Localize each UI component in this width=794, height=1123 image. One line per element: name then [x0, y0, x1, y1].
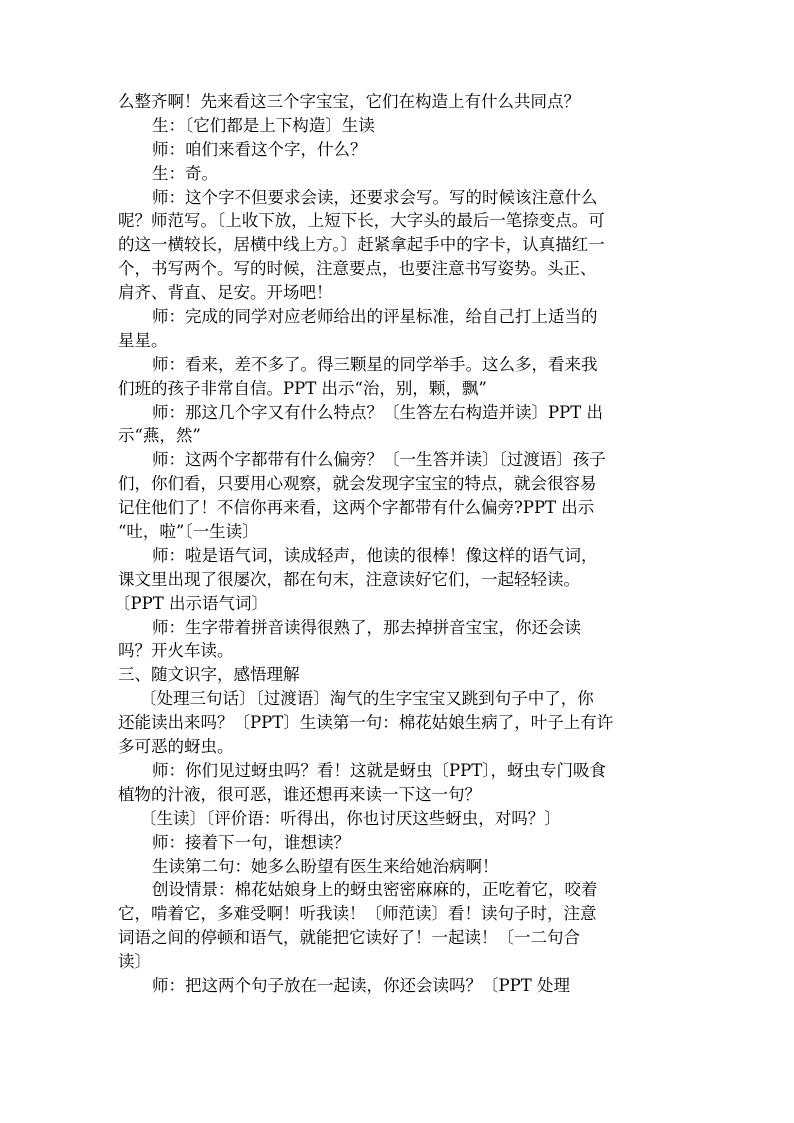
text-line: 个，书写两个。写的时候，注意要点，也要注意书写姿势。头正、 [118, 259, 597, 279]
text-line: 么整齐啊！先来看这三个字宝宝，它们在构造上有什么共同点？ [118, 92, 580, 111]
text-line: 吗？开火车读。 [118, 641, 234, 661]
text-line: 呢？师范写。〔上收下放，上短下长，大字头的最后一笔捺变点。可 [118, 211, 605, 231]
document-body [114, 90, 680, 998]
text-line: 师：生字带着拼音读得很熟了，那去掉拼音宝宝，你还会读 [152, 617, 581, 637]
text-line: 它，啃着它，多难受啊！听我读！〔师范读〕看！读句子时，注意 [118, 904, 597, 924]
text-line: 生：〔它们都是上下构造〕生读 [152, 115, 375, 135]
text-line: 创设情景：棉花姑娘身上的蚜虫密密麻麻的，正吃着它，咬着 [152, 880, 598, 900]
text-line: 植物的汁液，很可恶，谁还想再来读一下这一句？ [118, 784, 481, 804]
text-line: 师：这两个字都带有什么偏旁？〔一生答并读〕〔过渡语〕孩子 [152, 450, 606, 470]
text-line: 词语之间的停顿和语气，就能把它读好了！一起读！〔一二句合 [118, 928, 580, 948]
text-line: 师：这个字不但要求会读，还要求会写。写的时候该注意什么 [152, 187, 598, 207]
text-line: “吐，啦”〔一生读〕 [118, 522, 259, 542]
text-line: 读〕 [118, 952, 151, 972]
text-line: 师：完成的同学对应老师给出的评星标准，给自己打上适当的 [152, 307, 598, 327]
text-line: 生读第二句：她多么盼望有医生来给她治病啊！ [152, 856, 499, 876]
text-line: 师：把这两个句子放在一起读，你还会读吗？〔PPT 处理 [152, 975, 570, 995]
text-line: 师：咱们来看这个字，什么？ [152, 139, 367, 159]
text-line: 肩齐、背直、足安。开场吧！ [118, 283, 333, 303]
text-line: 生：奇。 [152, 163, 218, 183]
text-line: 星星。 [118, 330, 168, 350]
text-line: 师：啦是语气词，读成轻声，他读的很棒！像这样的语气词， [152, 545, 598, 565]
text-line: 们，你们看，只要用心观察，就会发现字宝宝的特点，就会很容易 [118, 474, 597, 494]
text-line: 示“燕，然” [118, 426, 201, 446]
text-line: 课文里出现了很屡次，都在句末，注意读好它们，一起轻轻读。 [118, 569, 580, 589]
text-line: 的这一横较长，居横中线上方。〕赶紧拿起手中的字卡，认真描红一 [118, 235, 605, 255]
text-line: 多可恶的蚜虫。 [118, 737, 234, 757]
text-line: 师：你们见过蚜虫吗？看！这就是蚜虫〔PPT〕，蚜虫专门吸食 [152, 760, 606, 780]
text-line: 师：接着下一句，谁想读？ [152, 832, 350, 852]
section-heading: 三、随文识字，感悟理解 [118, 665, 300, 685]
text-line: 师：看来，差不多了。得三颗星的同学举手。这么多，看来我 [152, 354, 598, 374]
text-line: 〔PPT 出示语气词〕 [114, 593, 268, 613]
text-line: 师：那这几个字又有什么特点？〔生答左右构造并读〕PPT 出 [152, 402, 603, 422]
text-line: 〔处理三句话〕〔过渡语〕淘气的生字宝宝又跳到句子中了，你 [140, 689, 594, 709]
text-line: 记住他们了！不信你再来看，这两个字都带有什么偏旁?PPT 出示 [118, 498, 595, 518]
text-line: 们班的孩子非常自信。PPT 出示“治，别，颗，飘” [118, 378, 487, 398]
text-line: 〔生读〕〔评价语：听得出，你也讨厌这些蚜虫，对吗？〕 [140, 808, 561, 828]
text-line: 还能读出来吗？〔PPT〕生读第一句：棉花姑娘生病了，叶子上有许 [118, 713, 614, 733]
